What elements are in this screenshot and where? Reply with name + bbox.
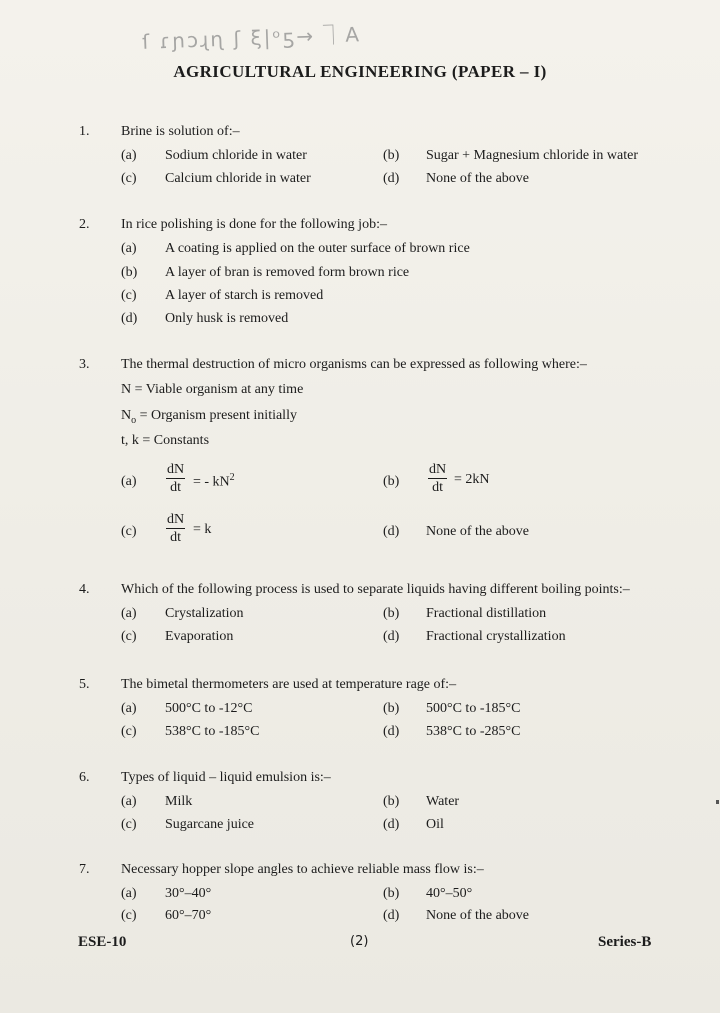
option-a-text: Milk [165,794,193,809]
option-a-letter: (a) [121,474,137,489]
question-stem: The bimetal thermometers are used at temperature rage of:– [121,677,457,692]
option-c-text: 60°–70° [165,908,212,923]
series-label: Series-B [598,934,652,950]
definition-line-n0 [121,408,297,426]
option-d-text: None of the above [426,908,530,923]
option-b-letter: (b) [383,606,400,621]
option-c-text: 538°C to -185°C [165,724,260,739]
option-c-text: Calcium chloride in water [165,171,311,186]
question-number: 3. [79,357,90,372]
option-a-letter: (a) [121,886,137,901]
option-d-letter: (d) [383,629,400,644]
question-number: 4. [79,582,90,597]
option-d-letter: (d) [383,817,400,832]
option-d-letter: (d) [383,724,400,739]
option-a-letter: (a) [121,794,137,809]
option-a-text: 30°–40° [165,886,212,901]
paper-title: AGRICULTURAL ENGINEERING (PAPER – I) [173,62,547,81]
option-b-fraction [428,462,447,497]
option-a-text: 500°C to -12°C [165,701,253,716]
option-d-letter: (d) [121,311,138,326]
option-a-letter: (a) [121,241,137,256]
n0-definition: = Organism present initially [139,408,297,423]
option-d-text: 538°C to -285°C [426,724,521,739]
option-b-letter: (b) [383,886,400,901]
option-a-text: A coating is applied on the outer surface of brown rice [165,241,470,256]
option-c-letter: (c) [121,524,137,539]
option-c-letter: (c) [121,908,137,923]
n0-symbol: N [121,408,132,423]
fraction-denominator: dt [170,480,181,495]
question-number: 7. [79,862,90,877]
option-d-text: Oil [426,817,444,832]
option-b-letter: (b) [383,474,400,489]
option-b-letter: (b) [121,265,138,280]
option-c-letter: (c) [121,629,137,644]
option-d-letter: (d) [383,524,400,539]
question-number: 6. [79,770,90,785]
option-d-text: None of the above [426,524,530,539]
scan-edge-mark [716,800,719,804]
option-b-letter: (b) [383,148,400,163]
option-c-letter: (c) [121,724,137,739]
option-a-letter: (a) [121,606,137,621]
question-stem: Brine is solution of:– [121,124,240,139]
question-stem: Types of liquid – liquid emulsion is:– [121,770,331,785]
option-d-text: None of the above [426,171,530,186]
fraction-denominator: dt [432,480,443,495]
option-c-letter: (c) [121,288,137,303]
option-a-text: Sodium chloride in water [165,148,307,163]
option-a-rest: = - $kN^2$ [193,472,235,490]
option-b-rest: = 2kN [454,472,490,487]
definition-line-constants: t, k = Constants [121,433,210,448]
option-b-text: 40°–50° [426,886,473,901]
question-number: 2. [79,217,90,232]
option-c-text: Evaporation [165,629,234,644]
option-c-rest: = k [193,522,212,537]
option-d-text: Only husk is removed [165,311,289,326]
fraction-numerator: dN [167,512,185,527]
option-d-letter: (d) [383,171,400,186]
exam-code: ESE-10 [78,934,127,950]
option-c-text: Sugarcane juice [165,817,255,832]
question-stem: The thermal destruction of micro organisms can be expressed as following where:– [121,357,587,372]
option-d-text: Fractional crystallization [426,629,566,644]
option-b-text: 500°C to -185°C [426,701,521,716]
definition-line-n: N = Viable organism at any time [121,382,304,397]
question-number: 1. [79,124,90,139]
question-stem: Which of the following process is used to separate liquids having different boiling points:– [121,582,630,597]
page-number: (2) [350,934,369,949]
option-b-text: Fractional distillation [426,606,547,621]
fraction-numerator: dN [167,462,185,477]
fraction-numerator: dN [429,462,447,477]
option-c-fraction [166,512,185,547]
question-stem: In rice polishing is done for the following job:– [121,217,387,232]
option-b-letter: (b) [383,794,400,809]
question-stem: Necessary hopper slope angles to achieve reliable mass flow is:– [121,862,484,877]
n0-subscript: o [131,414,137,426]
option-a-fraction [166,462,185,497]
option-a-letter: (a) [121,701,137,716]
option-a-text: Crystalization [165,606,244,621]
option-c-text: A layer of starch is removed [165,288,324,303]
option-c-letter: (c) [121,817,137,832]
option-b-text: A layer of bran is removed form brown rice [165,265,410,280]
option-b-text: Sugar + Magnesium chloride in water [426,148,639,163]
option-a-letter: (a) [121,148,137,163]
option-b-text: Water [426,794,460,809]
handwritten-note: ſ ɾɲɔɻɳ ʃ ξ|ᵒƽ→ ⏋A [141,22,362,54]
exponent: 2 [229,472,235,483]
option-d-letter: (d) [383,908,400,923]
option-c-letter: (c) [121,171,137,186]
option-b-letter: (b) [383,701,400,716]
fraction-denominator: dt [170,530,181,545]
question-number: 5. [79,677,90,692]
